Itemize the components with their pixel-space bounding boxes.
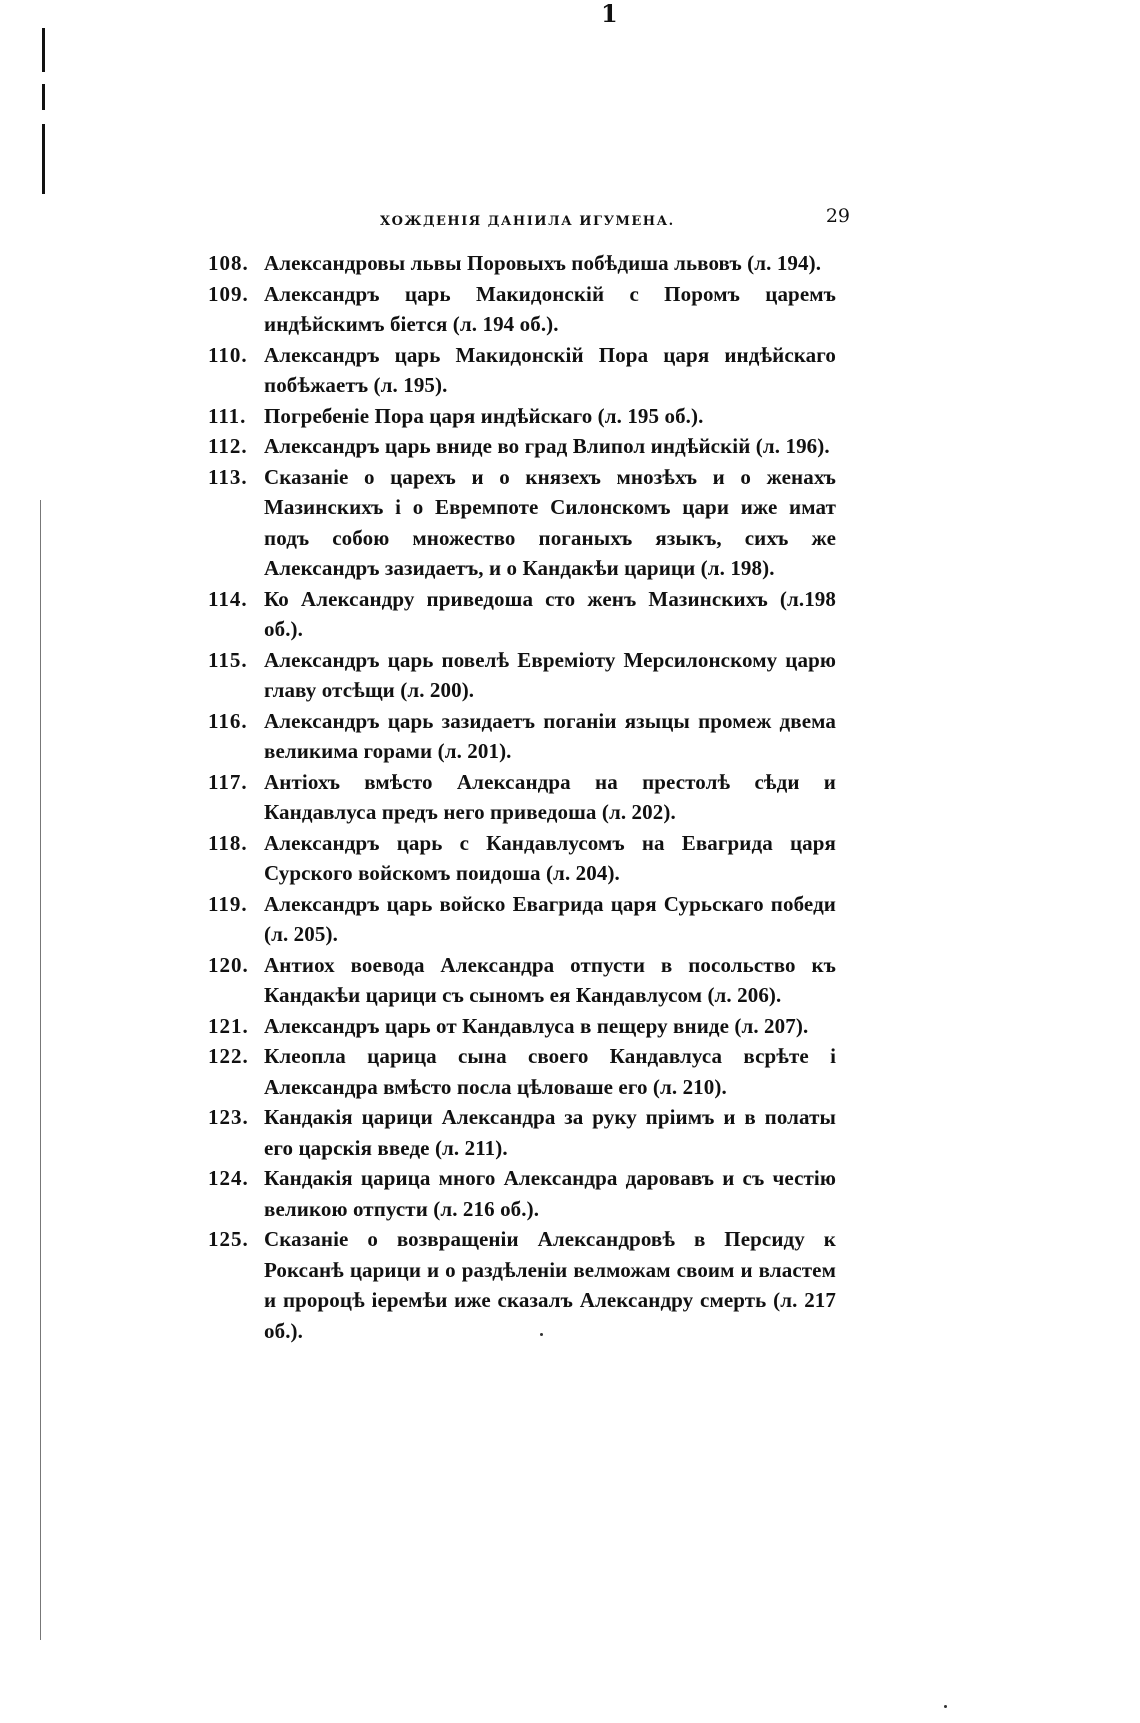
entry-number: 115. [208, 647, 248, 672]
entry-text: Клеопла царица сына своего Кандавлуса всрѣте і Александра вмѣсто посла цѣловаше его (л. 210). [264, 1044, 836, 1099]
scan-edge-line [42, 28, 45, 72]
toc-entry [208, 950, 836, 1011]
toc-entry [208, 401, 836, 432]
scan-edge-line [40, 500, 41, 1640]
toc-entry [208, 1102, 836, 1163]
toc-entry [208, 584, 836, 645]
toc-entry [208, 1163, 836, 1224]
ink-speck [540, 1333, 543, 1336]
toc-entry [208, 279, 836, 340]
entry-text: Ко Александру приведоша сто женъ Мазинскихъ (л.198 об.). [264, 586, 836, 641]
entry-number: 116. [208, 708, 248, 733]
toc-entry [208, 645, 836, 706]
entry-number: 111. [208, 403, 247, 428]
entry-text: Александръ царь с Кандавлусомъ на Евагрида царя Сурского войскомъ поидоша (л. 204). [264, 830, 836, 885]
entry-number: 121. [208, 1013, 249, 1038]
scan-edge-line [42, 124, 45, 194]
entry-number: 122. [208, 1044, 249, 1068]
entry-text: Александровы львы Поровыхъ побѣдиша львовъ (л. 194). [264, 251, 822, 275]
entry-number: 123. [208, 1105, 249, 1129]
entry-number: 108. [208, 251, 249, 275]
entry-number: 113. [208, 464, 248, 489]
entry-number: 114. [208, 586, 248, 611]
entry-number: 109. [208, 281, 249, 306]
entry-text: Кандакія царици Александра за руку пріимъ и в полаты его царскія введе (л. 211). [264, 1105, 836, 1160]
running-title: ХОЖДЕНІЯ ДАНІИЛА ИГУМЕНА. [380, 214, 675, 229]
entry-text: Погребеніе Пора царя индѣйскаго (л. 195 об.). [264, 403, 704, 428]
entry-text: Александръ царь войско Евагрида царя Сурьскаго победи (л. 205). [264, 891, 836, 946]
entry-text: Александръ царь зазидаетъ поганіи языцы промеж двема великима горами (л. 201). [264, 708, 836, 763]
entry-text: Антіохъ вмѣсто Александра на престолѣ сѣди и Кандавлуса предъ него приведоша (л. 202). [264, 769, 836, 824]
entry-text: Александръ царь повелѣ Евреміоту Мерсилонскому царю главу отсѣщи (л. 200). [264, 647, 836, 702]
entry-text: Александръ царь от Кандавлуса в пещеру вниде (л. 207). [264, 1013, 809, 1038]
toc-entry [208, 1224, 836, 1346]
toc-entry [208, 828, 836, 889]
entry-text: Антиох воевода Александра отпусти в посольство къ Кандакѣи царици съ сыномъ ея Кандавлусом (л. 206). [264, 952, 836, 1007]
entry-text: Александръ царь Макидонскій с Поромъ царемъ индѣйскимъ біется (л. 194 об.). [264, 281, 836, 336]
toc-entry [208, 248, 836, 279]
entry-number: 118. [208, 830, 248, 855]
entry-number: 120. [208, 952, 249, 977]
entry-number: 124. [208, 1166, 249, 1190]
entry-text: Александръ царь Макидонскій Пора царя индѣйскаго побѣжаетъ (л. 195). [264, 342, 836, 397]
top-mark: 1 [601, 0, 618, 28]
entry-number: 125. [208, 1227, 249, 1251]
ink-speck [944, 1705, 947, 1708]
toc-entry [208, 431, 836, 462]
toc-entry [208, 767, 836, 828]
toc-entry [208, 706, 836, 767]
toc-entry [208, 1041, 836, 1102]
table-of-contents [208, 248, 836, 1346]
entry-number: 110. [208, 342, 248, 367]
toc-entry [208, 1011, 836, 1042]
page-number: 29 [825, 205, 850, 227]
toc-entry [208, 889, 836, 950]
toc-entry [208, 340, 836, 401]
entry-number: 117. [208, 769, 248, 794]
entry-number: 119. [208, 891, 248, 916]
toc-entry [208, 462, 836, 584]
entry-text: Александръ царь вниде во град Влипол индѣйскій (л. 196). [264, 434, 830, 458]
entry-text: Кандакія царица много Александра даровавъ и съ честію великою отпусти (л. 216 об.). [264, 1166, 836, 1221]
entry-text: Сказаніе о возвращеніи Александровѣ в Персиду к Роксанѣ царици и о раздѣленіи велможам своим и властем и пророцѣ іеремѣи иже сказалъ Александру смерть (л. 217 об.). [264, 1227, 836, 1343]
scan-edge-line [42, 84, 45, 110]
entry-text: Сказаніе о царехъ и о князехъ мнозѣхъ и о женахъ Мазинскихъ і о Евремпоте Силонскомъ цари иже имат подъ собою множество поганыхъ языкъ, сихъ же Александръ зазидаетъ, и о Кандакѣи царици (л. 198). [264, 464, 836, 580]
entry-number: 112. [208, 434, 248, 458]
